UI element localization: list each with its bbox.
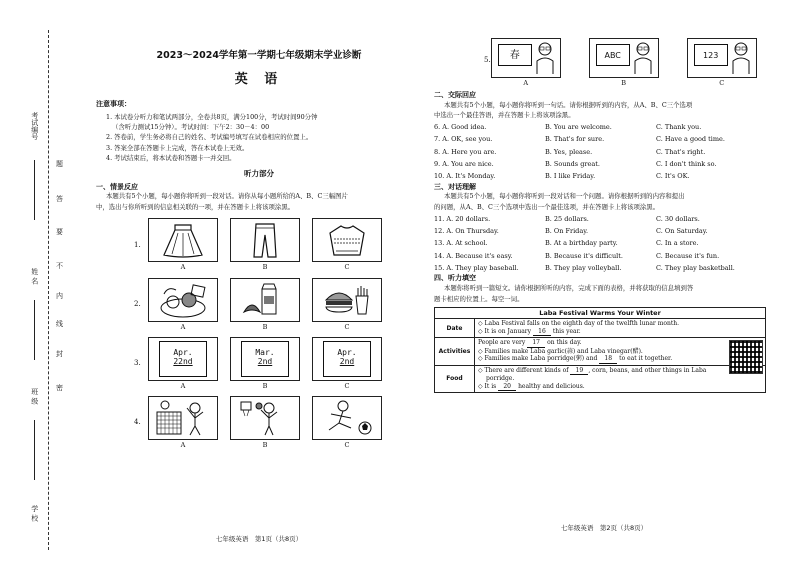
skirt-picture	[148, 218, 218, 262]
answer-blank-17[interactable]: 17	[527, 339, 545, 348]
table-line	[478, 355, 725, 364]
name-label: 姓 名	[30, 268, 39, 285]
seal-char: 密	[56, 384, 63, 392]
sweater-picture	[312, 218, 382, 262]
note-line: 1. 本试卷分听力和笔试两部分，全卷共8页，满分100分，考试时间90分钟	[106, 112, 318, 121]
option-a[interactable]: 9. A. You are nice.	[434, 160, 494, 169]
text: this year.	[552, 327, 581, 335]
section-instructions: 本题共有5个小题，每小题你将听到一句话。请你根据听到的内容，从A、B、C三个选项	[444, 100, 693, 109]
table-line: porridge.	[486, 375, 515, 383]
section-heading: 二、交际回应	[434, 91, 476, 100]
option-a[interactable]: 12. A. On Thursday.	[434, 226, 499, 235]
seal-char: 要	[56, 228, 63, 236]
option-a[interactable]: 8. A. Here you are.	[434, 147, 497, 156]
porridge-illustration	[729, 340, 763, 374]
answer-blank-19[interactable]: 19	[570, 367, 588, 376]
teacher-icon	[730, 41, 752, 75]
mc-question[interactable]	[434, 170, 774, 182]
option-b[interactable]: B. On Friday.	[545, 226, 589, 235]
milk-croissant-picture	[230, 278, 300, 322]
option-letter: A	[180, 381, 186, 390]
mc-question[interactable]	[434, 146, 774, 158]
calendar-picture	[230, 337, 300, 381]
note-line: 3. 答案全部在答题卡上完成，答在本试卷上无效。	[106, 143, 249, 152]
mc-question[interactable]	[434, 158, 774, 170]
option-c[interactable]: C. That's right.	[656, 147, 706, 156]
burger-fries-picture	[312, 278, 382, 322]
option-a[interactable]	[148, 337, 218, 390]
exam-title: 2023～2024学年第一学期七年级期末学业诊断	[156, 50, 362, 61]
option-c[interactable]	[312, 396, 382, 449]
calendar-picture	[312, 337, 382, 381]
option-c[interactable]: C. It's OK.	[656, 172, 690, 181]
basketball-icon	[235, 398, 295, 438]
mc-question[interactable]	[434, 133, 774, 145]
row-label: Food	[435, 365, 475, 393]
option-letter: C	[344, 440, 350, 449]
option-c[interactable]: C. I don't think so.	[656, 160, 717, 169]
table-line	[478, 339, 725, 348]
section-instructions: 的问题，从A、B、C三个选项中选出一个最佳选项，并在答题卡上将该项涂黑。	[434, 203, 660, 212]
text: ◇ There are different kinds of	[478, 366, 569, 374]
answer-blank-20[interactable]: 20	[498, 383, 516, 392]
listening-part-heading: 听力部分	[244, 169, 274, 179]
option-c[interactable]: C. In a store.	[656, 239, 699, 248]
option-a[interactable]: 11. A. 20 dollars.	[434, 214, 491, 223]
mc-question[interactable]	[434, 237, 774, 249]
seal-char: 不	[56, 262, 63, 270]
calendar-picture	[148, 337, 218, 381]
calendar-day: 2nd	[339, 356, 355, 366]
option-b[interactable]: B. Yes, please.	[545, 147, 593, 156]
page-footer: 七年级英语 第2页（共8页）	[560, 523, 648, 532]
option-b[interactable]: B. Sounds great.	[545, 160, 600, 169]
option-a[interactable]: 6. A. Good idea.	[434, 123, 487, 131]
option-b[interactable]: B. You are welcome.	[545, 123, 612, 131]
volleyball-icon	[153, 398, 213, 438]
blackboard-icon: 123	[694, 44, 728, 66]
seal-char: 题	[56, 160, 63, 168]
soccer-icon	[317, 398, 377, 438]
pants-icon	[240, 221, 290, 259]
binding-margin	[0, 0, 96, 561]
binding-dashed-line	[48, 30, 49, 550]
class-label: 班 级	[30, 388, 39, 405]
text: , corn, beans, and other things in Laba	[588, 366, 707, 374]
text: People are very	[478, 339, 526, 347]
calendar-icon	[159, 341, 207, 377]
calendar-icon	[241, 341, 289, 377]
option-letter: A	[180, 322, 186, 331]
burger-icon	[320, 280, 374, 320]
subject-title: 英 语	[234, 71, 284, 87]
sweater-icon	[322, 221, 372, 259]
section-heading: 三、对话理解	[434, 182, 476, 191]
option-b[interactable]: B. That's for sure.	[545, 135, 605, 144]
option-b[interactable]	[230, 278, 300, 331]
option-b[interactable]: B. 25 dollars.	[545, 214, 589, 223]
option-letter: C	[719, 79, 725, 87]
right-page	[434, 40, 774, 530]
question-2	[96, 278, 422, 331]
milk-icon	[238, 280, 292, 320]
table-line	[478, 328, 762, 337]
table-line: ◇ Laba Festival falls on the eighth day of the twelfth lunar month.	[478, 320, 680, 328]
exam-no-line	[34, 160, 35, 220]
row-label: Date	[435, 319, 475, 338]
calendar-icon	[323, 341, 371, 377]
option-a[interactable]: 14. A. Because it's easy.	[434, 251, 513, 260]
option-c[interactable]	[312, 278, 382, 331]
exam-no-label: 考试编号	[30, 112, 39, 140]
page-footer: 七年级英语 第1页（共8页）	[215, 534, 303, 543]
blackboard-picture	[589, 38, 659, 78]
seal-char: 内	[56, 292, 63, 300]
text: to eat it together.	[619, 355, 673, 363]
option-b[interactable]	[589, 38, 659, 87]
seal-char: 答	[56, 195, 63, 203]
calendar-month: Mar.	[255, 347, 275, 357]
seal-char: 线	[56, 320, 63, 328]
option-letter: B	[262, 263, 268, 272]
note-line: （含听力测试15分钟）。考试时间：下午2：30－4：00	[112, 123, 270, 132]
blackboard-picture	[491, 38, 561, 78]
mc-question[interactable]	[434, 225, 774, 237]
table-title: Laba Festival Warms Your Winter	[435, 308, 766, 319]
calendar-month: Apr.	[173, 347, 193, 357]
option-c[interactable]: C. 30 dollars.	[656, 214, 700, 223]
question-4	[96, 396, 422, 449]
text: on this day.	[547, 339, 582, 347]
option-a[interactable]: 10. A. It's Monday.	[434, 172, 496, 181]
option-b[interactable]: B. I like Friday.	[545, 172, 596, 181]
option-a[interactable]: 15. A. They play baseball.	[434, 263, 519, 272]
question-number: 2.	[134, 299, 141, 308]
note-line: 2. 答卷前，学生务必将自己的姓名、考试编号填写在试卷相应的位置上。	[106, 133, 313, 142]
option-letter: C	[344, 322, 350, 331]
option-b[interactable]: B. Because it's difficult.	[545, 251, 623, 260]
option-letter: A	[523, 79, 529, 87]
option-letter: B	[262, 440, 268, 449]
option-a[interactable]	[491, 38, 561, 87]
section-heading: 四、听力填空	[434, 274, 476, 283]
pants-picture	[230, 218, 300, 262]
text: ◇ It is on January	[478, 327, 532, 335]
option-b[interactable]: B. At a birthday party.	[545, 239, 618, 248]
basketball-picture	[230, 396, 300, 440]
option-letter: A	[180, 263, 186, 272]
blackboard-icon: 春	[498, 44, 532, 66]
section-instructions: 中，选出与你所听到的信息相关联的一项，并在答题卡上将该项涂黑。	[96, 202, 295, 211]
skirt-icon	[158, 221, 208, 259]
table-line	[478, 367, 762, 376]
option-b[interactable]	[230, 396, 300, 449]
section-instructions: 题卡相应的位置上。每空一词。	[434, 294, 524, 303]
answer-blank-18[interactable]: 18	[599, 355, 617, 364]
option-c[interactable]: C. Thank you.	[656, 123, 702, 131]
calendar-day: 22nd	[173, 356, 193, 366]
option-letter: C	[344, 263, 350, 272]
table-row	[435, 338, 766, 366]
info-table	[434, 307, 766, 393]
mc-question[interactable]	[434, 262, 774, 274]
option-letter: B	[262, 322, 268, 331]
option-b[interactable]: B. They play volleyball.	[545, 263, 622, 272]
question-number: 5.	[484, 56, 491, 64]
answer-blank-16[interactable]: 16	[533, 328, 551, 337]
section-instructions: 本题共有5个小题，每小题你将听到一段对话。请你从每小题所给的A、B、C三幅图片	[106, 192, 348, 201]
option-a[interactable]	[148, 278, 218, 331]
option-a[interactable]: 13. A. At school.	[434, 239, 488, 248]
section-instructions: 中选出一个最佳答语，并在答题卡上将该项涂黑。	[434, 111, 575, 120]
question-number: 4.	[134, 417, 141, 426]
teacher-icon	[632, 41, 654, 75]
question-5	[434, 38, 774, 87]
option-c[interactable]: C. Because it's fun.	[656, 251, 720, 260]
question-3	[96, 337, 422, 390]
option-c[interactable]: C. They play basketball.	[656, 263, 735, 272]
option-a[interactable]	[148, 396, 218, 449]
class-line	[34, 420, 35, 480]
notes-heading: 注意事项：	[96, 100, 131, 109]
text: healthy and delicious.	[518, 382, 585, 390]
option-b[interactable]	[230, 337, 300, 390]
soccer-picture	[312, 396, 382, 440]
section-instructions: 本题你将听到一篇短文。请你根据所听的内容，完成下面的表格，并将获取的信息填到答	[444, 284, 694, 293]
option-c[interactable]	[312, 337, 382, 390]
option-c[interactable]: C. On Saturday.	[656, 226, 708, 235]
option-letter: B	[621, 79, 627, 87]
table-row	[435, 365, 766, 393]
option-c[interactable]: C. Have a good time.	[656, 135, 725, 144]
food-icon	[156, 280, 210, 320]
school-label: 学 校	[30, 505, 39, 522]
mc-question[interactable]	[434, 213, 774, 225]
option-letter: B	[262, 381, 268, 390]
food-plate-picture	[148, 278, 218, 322]
option-a[interactable]	[148, 218, 218, 271]
table-line: ◇ Families make Laba garlic(蒜) and Laba vinegar(醋).	[478, 347, 643, 355]
row-label: Activities	[435, 338, 475, 366]
mc-question[interactable]	[434, 250, 774, 262]
text: ◇ It is	[478, 382, 497, 390]
mc-question[interactable]	[434, 121, 774, 133]
text: ◇ Families make Laba porridge(粥) and	[478, 355, 598, 363]
name-line	[34, 300, 35, 360]
blackboard-icon: ABC	[596, 44, 630, 66]
volleyball-picture	[148, 396, 218, 440]
teacher-icon	[534, 41, 556, 75]
option-a[interactable]: 7. A. OK, see you.	[434, 135, 493, 144]
question-number: 3.	[134, 358, 141, 367]
table-line	[478, 383, 762, 392]
left-page	[96, 36, 422, 541]
calendar-month: Apr.	[337, 347, 357, 357]
option-b[interactable]	[230, 218, 300, 271]
calendar-day: 2nd	[257, 356, 273, 366]
option-c[interactable]	[687, 38, 757, 87]
blackboard-picture	[687, 38, 757, 78]
question-number: 1.	[134, 240, 141, 249]
section-instructions: 本题共有5个小题，每小题你将听到一段对话和一个问题。请你根据听到的内容和提出	[444, 192, 685, 201]
option-letter: C	[344, 381, 350, 390]
table-row	[435, 319, 766, 338]
note-line: 4. 考试结束后，将本试卷和答题卡一并交回。	[106, 153, 236, 162]
seal-char: 封	[56, 350, 63, 358]
option-letter: A	[180, 440, 186, 449]
question-1	[96, 218, 422, 271]
option-c[interactable]	[312, 218, 382, 271]
section-heading: 一、情景反应	[96, 182, 138, 191]
